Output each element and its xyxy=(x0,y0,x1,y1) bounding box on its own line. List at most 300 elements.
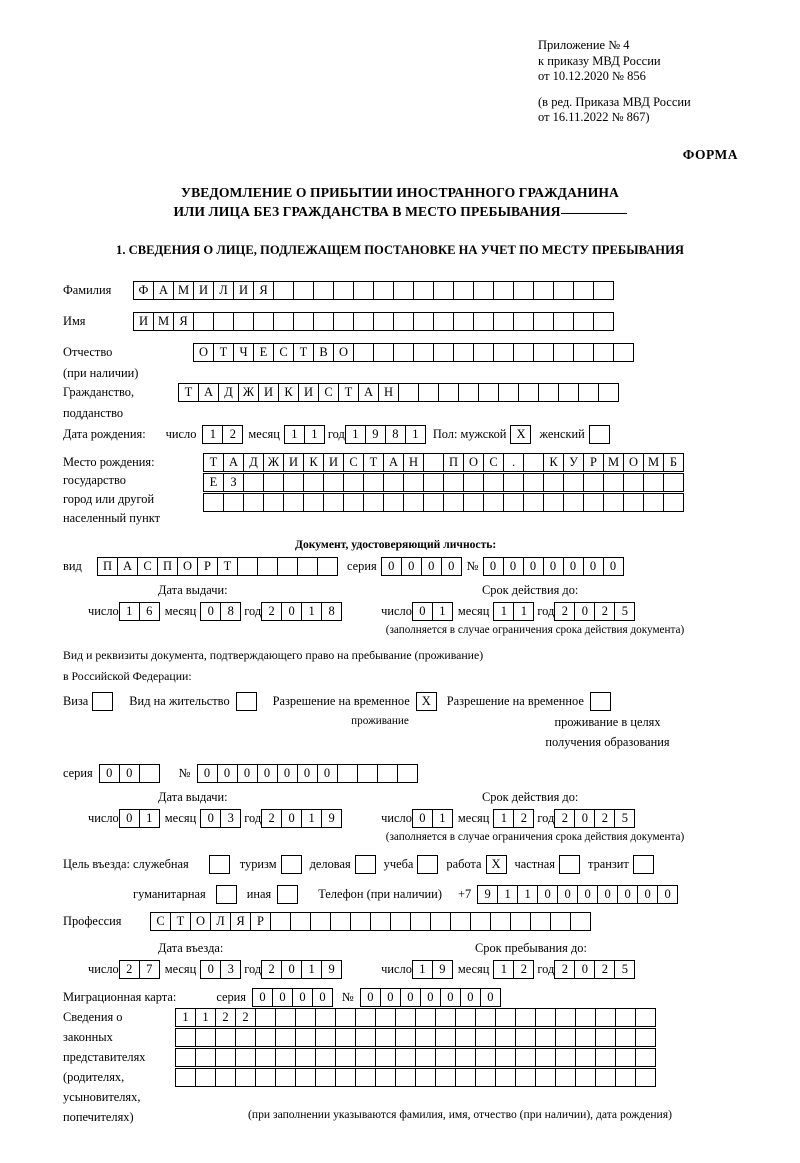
profession-cell-9[interactable] xyxy=(310,912,331,931)
iddoc-series-cell-2[interactable]: 0 xyxy=(401,557,422,576)
legal-rep-r1-cell-5[interactable] xyxy=(255,1008,276,1027)
iddoc-type-cell-3[interactable]: С xyxy=(137,557,158,576)
name-cell-19[interactable] xyxy=(493,312,514,331)
iddoc-number-cell-1[interactable]: 0 xyxy=(483,557,504,576)
birthplace-r3-cell-17[interactable] xyxy=(523,493,544,512)
patronymic-cell-14[interactable] xyxy=(453,343,474,362)
stay-number-cell-2[interactable]: 0 xyxy=(217,764,238,783)
name-cell-20[interactable] xyxy=(513,312,534,331)
profession-cell-2[interactable]: Т xyxy=(170,912,191,931)
surname-cell-2[interactable]: А xyxy=(153,281,174,300)
issue-month-cell-1[interactable]: 0 xyxy=(200,602,221,621)
legal-rep-r3-cell-23[interactable] xyxy=(615,1048,636,1067)
birthplace-r2-cell-10[interactable] xyxy=(383,473,404,492)
legal-rep-r4-cell-9[interactable] xyxy=(335,1068,356,1087)
surname-cell-19[interactable] xyxy=(493,281,514,300)
legal-rep-r2-cell-3[interactable] xyxy=(215,1028,236,1047)
stay-valid-month-cell-1[interactable]: 1 xyxy=(493,809,514,828)
citizenship-cell-9[interactable]: Т xyxy=(338,383,359,402)
birthplace-row-2[interactable] xyxy=(203,473,683,492)
phone-cell-2[interactable]: 1 xyxy=(497,885,518,904)
legal-rep-r3-cell-11[interactable] xyxy=(375,1048,396,1067)
birthplace-r1-cell-12[interactable] xyxy=(423,453,444,472)
legal-rep-r4-cell-15[interactable] xyxy=(455,1068,476,1087)
surname-cell-16[interactable] xyxy=(433,281,454,300)
legal-rep-r4-cell-2[interactable] xyxy=(195,1068,216,1087)
surname-cell-22[interactable] xyxy=(553,281,574,300)
stay-until-year-input[interactable] xyxy=(554,960,634,979)
birthplace-r2-cell-9[interactable] xyxy=(363,473,384,492)
birthplace-r1-cell-21[interactable]: М xyxy=(603,453,624,472)
mig-series-cell-1[interactable]: 0 xyxy=(252,988,273,1007)
valid-day-cell-2[interactable]: 1 xyxy=(432,602,453,621)
legal-rep-r3-cell-9[interactable] xyxy=(335,1048,356,1067)
surname-cell-21[interactable] xyxy=(533,281,554,300)
mig-number-cell-4[interactable]: 0 xyxy=(420,988,441,1007)
legal-rep-r1-cell-1[interactable]: 1 xyxy=(175,1008,196,1027)
birth-year-cell-1[interactable]: 1 xyxy=(345,425,366,444)
iddoc-series-input[interactable] xyxy=(381,557,461,576)
birthplace-r2-cell-1[interactable]: Е xyxy=(203,473,224,492)
legal-rep-r1-cell-9[interactable] xyxy=(335,1008,356,1027)
stay-until-year-cell-2[interactable]: 0 xyxy=(574,960,595,979)
profession-cell-18[interactable] xyxy=(490,912,511,931)
stay-valid-day-cell-2[interactable]: 1 xyxy=(432,809,453,828)
iddoc-number-cell-4[interactable]: 0 xyxy=(543,557,564,576)
legal-rep-r3-cell-24[interactable] xyxy=(635,1048,656,1067)
profession-cell-7[interactable] xyxy=(270,912,291,931)
patronymic-cell-5[interactable]: С xyxy=(273,343,294,362)
legal-rep-r4-cell-24[interactable] xyxy=(635,1068,656,1087)
purpose-tourism-checkbox[interactable] xyxy=(281,855,302,874)
entry-year-input[interactable] xyxy=(261,960,341,979)
entry-year-cell-1[interactable]: 2 xyxy=(261,960,282,979)
phone-cell-7[interactable]: 0 xyxy=(597,885,618,904)
valid-month-cell-1[interactable]: 1 xyxy=(493,602,514,621)
valid-year-cell-3[interactable]: 2 xyxy=(594,602,615,621)
citizenship-cell-19[interactable] xyxy=(538,383,559,402)
legal-rep-r2-cell-23[interactable] xyxy=(615,1028,636,1047)
citizenship-cell-21[interactable] xyxy=(578,383,599,402)
iddoc-type-cell-10[interactable] xyxy=(277,557,298,576)
legal-rep-r2-cell-21[interactable] xyxy=(575,1028,596,1047)
stay-until-day-input[interactable] xyxy=(412,960,452,979)
name-cell-18[interactable] xyxy=(473,312,494,331)
valid-year-cell-2[interactable]: 0 xyxy=(574,602,595,621)
patronymic-cell-1[interactable]: О xyxy=(193,343,214,362)
birthplace-r1-cell-17[interactable] xyxy=(523,453,544,472)
profession-cell-11[interactable] xyxy=(350,912,371,931)
legal-rep-r2-cell-5[interactable] xyxy=(255,1028,276,1047)
legal-rep-r4-cell-1[interactable] xyxy=(175,1068,196,1087)
birthplace-r3-cell-20[interactable] xyxy=(583,493,604,512)
phone-cell-3[interactable]: 1 xyxy=(517,885,538,904)
name-input[interactable] xyxy=(133,312,613,331)
birthplace-r3-cell-18[interactable] xyxy=(543,493,564,512)
surname-cell-12[interactable] xyxy=(353,281,374,300)
purpose-work-checkbox[interactable]: X xyxy=(486,855,507,874)
residence-checkbox[interactable] xyxy=(236,692,257,711)
surname-cell-15[interactable] xyxy=(413,281,434,300)
legal-rep-r3-cell-12[interactable] xyxy=(395,1048,416,1067)
valid-month-input[interactable] xyxy=(493,602,533,621)
birthplace-r1-cell-23[interactable]: М xyxy=(643,453,664,472)
birthplace-r3-cell-4[interactable] xyxy=(263,493,284,512)
legal-rep-r1-cell-8[interactable] xyxy=(315,1008,336,1027)
stay-valid-year-cell-2[interactable]: 0 xyxy=(574,809,595,828)
legal-rep-r3-cell-6[interactable] xyxy=(275,1048,296,1067)
stay-until-month-input[interactable] xyxy=(493,960,533,979)
purpose-transit-checkbox[interactable] xyxy=(633,855,654,874)
legal-rep-r2-cell-11[interactable] xyxy=(375,1028,396,1047)
legal-rep-r3-cell-2[interactable] xyxy=(195,1048,216,1067)
profession-cell-12[interactable] xyxy=(370,912,391,931)
legal-rep-r2-cell-24[interactable] xyxy=(635,1028,656,1047)
profession-cell-21[interactable] xyxy=(550,912,571,931)
patronymic-cell-20[interactable] xyxy=(573,343,594,362)
mig-number-cell-1[interactable]: 0 xyxy=(360,988,381,1007)
birthplace-r1-cell-10[interactable]: А xyxy=(383,453,404,472)
stay-valid-day-cell-1[interactable]: 0 xyxy=(412,809,433,828)
legal-rep-r2-cell-7[interactable] xyxy=(295,1028,316,1047)
birth-day-cell-1[interactable]: 1 xyxy=(202,425,223,444)
legal-rep-r4-cell-13[interactable] xyxy=(415,1068,436,1087)
profession-cell-8[interactable] xyxy=(290,912,311,931)
stay-valid-month-cell-2[interactable]: 2 xyxy=(513,809,534,828)
mig-number-cell-6[interactable]: 0 xyxy=(460,988,481,1007)
legal-rep-r3-cell-13[interactable] xyxy=(415,1048,436,1067)
citizenship-cell-13[interactable] xyxy=(418,383,439,402)
surname-cell-9[interactable] xyxy=(293,281,314,300)
iddoc-number-cell-3[interactable]: 0 xyxy=(523,557,544,576)
birthplace-r2-cell-2[interactable]: З xyxy=(223,473,244,492)
stay-issue-day-input[interactable] xyxy=(119,809,159,828)
stay-issue-year-input[interactable] xyxy=(261,809,341,828)
patronymic-cell-16[interactable] xyxy=(493,343,514,362)
stay-until-day-cell-1[interactable]: 1 xyxy=(412,960,433,979)
birthplace-r2-cell-18[interactable] xyxy=(543,473,564,492)
legal-rep-r1-cell-24[interactable] xyxy=(635,1008,656,1027)
legal-rep-r1-cell-20[interactable] xyxy=(555,1008,576,1027)
citizenship-cell-15[interactable] xyxy=(458,383,479,402)
legal-rep-r4-cell-6[interactable] xyxy=(275,1068,296,1087)
iddoc-series-cell-3[interactable]: 0 xyxy=(421,557,442,576)
citizenship-cell-6[interactable]: К xyxy=(278,383,299,402)
stay-issue-year-cell-3[interactable]: 1 xyxy=(301,809,322,828)
phone-cell-1[interactable]: 9 xyxy=(477,885,498,904)
issue-month-cell-2[interactable]: 8 xyxy=(220,602,241,621)
birthplace-r3-cell-15[interactable] xyxy=(483,493,504,512)
legal-rep-r3-cell-15[interactable] xyxy=(455,1048,476,1067)
birthplace-r3-cell-22[interactable] xyxy=(623,493,644,512)
sex-female-checkbox[interactable] xyxy=(589,425,610,444)
name-cell-13[interactable] xyxy=(373,312,394,331)
birthplace-r1-cell-8[interactable]: С xyxy=(343,453,364,472)
legal-rep-r4-cell-20[interactable] xyxy=(555,1068,576,1087)
name-cell-17[interactable] xyxy=(453,312,474,331)
birthplace-r1-cell-14[interactable]: О xyxy=(463,453,484,472)
iddoc-series-cell-4[interactable]: 0 xyxy=(441,557,462,576)
name-cell-1[interactable]: И xyxy=(133,312,154,331)
patronymic-cell-4[interactable]: Е xyxy=(253,343,274,362)
legal-rep-r2-cell-17[interactable] xyxy=(495,1028,516,1047)
birthplace-r3-cell-5[interactable] xyxy=(283,493,304,512)
name-cell-4[interactable] xyxy=(193,312,214,331)
legal-rep-r3-cell-10[interactable] xyxy=(355,1048,376,1067)
surname-cell-4[interactable]: И xyxy=(193,281,214,300)
legal-rep-r2-cell-9[interactable] xyxy=(335,1028,356,1047)
valid-day-cell-1[interactable]: 0 xyxy=(412,602,433,621)
iddoc-series-cell-1[interactable]: 0 xyxy=(381,557,402,576)
iddoc-number-cell-7[interactable]: 0 xyxy=(603,557,624,576)
birthplace-r2-cell-13[interactable] xyxy=(443,473,464,492)
name-cell-7[interactable] xyxy=(253,312,274,331)
profession-cell-6[interactable]: Р xyxy=(250,912,271,931)
birthplace-r1-cell-3[interactable]: Д xyxy=(243,453,264,472)
legal-rep-r2-cell-8[interactable] xyxy=(315,1028,336,1047)
legal-rep-r3-cell-20[interactable] xyxy=(555,1048,576,1067)
stay-until-year-cell-3[interactable]: 2 xyxy=(594,960,615,979)
citizenship-cell-5[interactable]: И xyxy=(258,383,279,402)
birthplace-r3-cell-10[interactable] xyxy=(383,493,404,512)
legal-rep-r2-cell-6[interactable] xyxy=(275,1028,296,1047)
iddoc-type-cell-8[interactable] xyxy=(237,557,258,576)
entry-day-input[interactable] xyxy=(119,960,159,979)
name-cell-24[interactable] xyxy=(593,312,614,331)
name-cell-8[interactable] xyxy=(273,312,294,331)
birthplace-r3-cell-16[interactable] xyxy=(503,493,524,512)
birthplace-row-1[interactable] xyxy=(203,453,683,472)
iddoc-type-cell-5[interactable]: О xyxy=(177,557,198,576)
iddoc-number-cell-5[interactable]: 0 xyxy=(563,557,584,576)
legal-rep-r2-cell-13[interactable] xyxy=(415,1028,436,1047)
legal-rep-r4-cell-4[interactable] xyxy=(235,1068,256,1087)
birthplace-r2-cell-14[interactable] xyxy=(463,473,484,492)
purpose-humanitarian-checkbox[interactable] xyxy=(216,885,237,904)
stay-series-cell-1[interactable]: 0 xyxy=(99,764,120,783)
purpose-study-checkbox[interactable] xyxy=(417,855,438,874)
birthplace-r1-cell-9[interactable]: Т xyxy=(363,453,384,472)
legal-rep-r1-cell-12[interactable] xyxy=(395,1008,416,1027)
valid-day-input[interactable] xyxy=(412,602,452,621)
profession-cell-1[interactable]: С xyxy=(150,912,171,931)
patronymic-cell-2[interactable]: Т xyxy=(213,343,234,362)
phone-cell-8[interactable]: 0 xyxy=(617,885,638,904)
legal-rep-r3-cell-8[interactable] xyxy=(315,1048,336,1067)
citizenship-cell-4[interactable]: Ж xyxy=(238,383,259,402)
legal-rep-r4-cell-14[interactable] xyxy=(435,1068,456,1087)
legal-rep-r1-cell-2[interactable]: 1 xyxy=(195,1008,216,1027)
legal-rep-r1-cell-15[interactable] xyxy=(455,1008,476,1027)
birth-day-cell-2[interactable]: 2 xyxy=(222,425,243,444)
legal-rep-r2-cell-18[interactable] xyxy=(515,1028,536,1047)
birth-month-input[interactable] xyxy=(284,425,324,444)
iddoc-type-cell-9[interactable] xyxy=(257,557,278,576)
birthplace-r1-cell-11[interactable]: Н xyxy=(403,453,424,472)
stay-number-cell-1[interactable]: 0 xyxy=(197,764,218,783)
issue-year-cell-2[interactable]: 0 xyxy=(281,602,302,621)
patronymic-cell-18[interactable] xyxy=(533,343,554,362)
birthplace-r2-cell-22[interactable] xyxy=(623,473,644,492)
birthplace-r2-cell-16[interactable] xyxy=(503,473,524,492)
entry-year-cell-3[interactable]: 1 xyxy=(301,960,322,979)
citizenship-cell-7[interactable]: И xyxy=(298,383,319,402)
legal-rep-r4-cell-23[interactable] xyxy=(615,1068,636,1087)
name-cell-3[interactable]: Я xyxy=(173,312,194,331)
birthplace-r1-cell-13[interactable]: П xyxy=(443,453,464,472)
birthplace-r3-cell-8[interactable] xyxy=(343,493,364,512)
surname-cell-13[interactable] xyxy=(373,281,394,300)
patronymic-cell-6[interactable]: Т xyxy=(293,343,314,362)
birthplace-r1-cell-6[interactable]: К xyxy=(303,453,324,472)
birth-year-input[interactable] xyxy=(345,425,425,444)
stay-number-cell-7[interactable]: 0 xyxy=(317,764,338,783)
surname-cell-6[interactable]: И xyxy=(233,281,254,300)
stay-number-cell-6[interactable]: 0 xyxy=(297,764,318,783)
name-cell-14[interactable] xyxy=(393,312,414,331)
profession-cell-10[interactable] xyxy=(330,912,351,931)
edu-residence-checkbox[interactable] xyxy=(590,692,611,711)
patronymic-cell-8[interactable]: О xyxy=(333,343,354,362)
stay-number-cell-11[interactable] xyxy=(397,764,418,783)
birth-year-cell-4[interactable]: 1 xyxy=(405,425,426,444)
legal-rep-r3-cell-14[interactable] xyxy=(435,1048,456,1067)
legal-rep-r3-cell-3[interactable] xyxy=(215,1048,236,1067)
birthplace-r1-cell-18[interactable]: К xyxy=(543,453,564,472)
name-cell-22[interactable] xyxy=(553,312,574,331)
birthplace-r3-cell-19[interactable] xyxy=(563,493,584,512)
valid-year-cell-1[interactable]: 2 xyxy=(554,602,575,621)
birth-day-input[interactable] xyxy=(202,425,242,444)
birthplace-r1-cell-2[interactable]: А xyxy=(223,453,244,472)
patronymic-cell-21[interactable] xyxy=(593,343,614,362)
legal-rep-r1-cell-6[interactable] xyxy=(275,1008,296,1027)
name-cell-10[interactable] xyxy=(313,312,334,331)
birthplace-r2-cell-3[interactable] xyxy=(243,473,264,492)
legal-rep-r3-cell-22[interactable] xyxy=(595,1048,616,1067)
birthplace-r3-cell-24[interactable] xyxy=(663,493,684,512)
surname-cell-14[interactable] xyxy=(393,281,414,300)
legal-rep-r3-cell-21[interactable] xyxy=(575,1048,596,1067)
birthplace-r1-cell-4[interactable]: Ж xyxy=(263,453,284,472)
stay-issue-month-cell-2[interactable]: 3 xyxy=(220,809,241,828)
surname-cell-18[interactable] xyxy=(473,281,494,300)
stay-number-cell-10[interactable] xyxy=(377,764,398,783)
birthplace-r2-cell-11[interactable] xyxy=(403,473,424,492)
iddoc-type-cell-6[interactable]: Р xyxy=(197,557,218,576)
visa-checkbox[interactable] xyxy=(92,692,113,711)
legal-rep-r2-cell-16[interactable] xyxy=(475,1028,496,1047)
mig-number-cell-7[interactable]: 0 xyxy=(480,988,501,1007)
mig-number-cell-2[interactable]: 0 xyxy=(380,988,401,1007)
phone-cell-6[interactable]: 0 xyxy=(577,885,598,904)
patronymic-cell-9[interactable] xyxy=(353,343,374,362)
citizenship-cell-17[interactable] xyxy=(498,383,519,402)
birthplace-r1-cell-16[interactable]: . xyxy=(503,453,524,472)
patronymic-cell-11[interactable] xyxy=(393,343,414,362)
purpose-other-checkbox[interactable] xyxy=(277,885,298,904)
legal-rep-r3-cell-19[interactable] xyxy=(535,1048,556,1067)
legal-rep-r1-cell-4[interactable]: 2 xyxy=(235,1008,256,1027)
iddoc-number-cell-6[interactable]: 0 xyxy=(583,557,604,576)
birthplace-row-3[interactable] xyxy=(203,493,683,512)
legal-rep-r2-cell-4[interactable] xyxy=(235,1028,256,1047)
patronymic-cell-3[interactable]: Ч xyxy=(233,343,254,362)
stay-issue-month-input[interactable] xyxy=(200,809,240,828)
purpose-business-checkbox[interactable] xyxy=(355,855,376,874)
birthplace-r3-cell-6[interactable] xyxy=(303,493,324,512)
legal-rep-r3-cell-1[interactable] xyxy=(175,1048,196,1067)
birthplace-r2-cell-6[interactable] xyxy=(303,473,324,492)
name-cell-2[interactable]: М xyxy=(153,312,174,331)
surname-cell-8[interactable] xyxy=(273,281,294,300)
birthplace-r1-cell-15[interactable]: С xyxy=(483,453,504,472)
stay-issue-year-cell-4[interactable]: 9 xyxy=(321,809,342,828)
stay-number-cell-4[interactable]: 0 xyxy=(257,764,278,783)
legal-rep-r4-cell-16[interactable] xyxy=(475,1068,496,1087)
birthplace-r1-cell-24[interactable]: Б xyxy=(663,453,684,472)
mig-series-cell-3[interactable]: 0 xyxy=(292,988,313,1007)
profession-cell-4[interactable]: Л xyxy=(210,912,231,931)
legal-rep-r4-cell-17[interactable] xyxy=(495,1068,516,1087)
legal-rep-r4-cell-22[interactable] xyxy=(595,1068,616,1087)
legal-rep-r2-cell-20[interactable] xyxy=(555,1028,576,1047)
legal-rep-r4-cell-8[interactable] xyxy=(315,1068,336,1087)
patronymic-cell-15[interactable] xyxy=(473,343,494,362)
surname-cell-24[interactable] xyxy=(593,281,614,300)
citizenship-cell-22[interactable] xyxy=(598,383,619,402)
legal-rep-r1-cell-16[interactable] xyxy=(475,1008,496,1027)
patronymic-cell-7[interactable]: В xyxy=(313,343,334,362)
birthplace-r1-cell-19[interactable]: У xyxy=(563,453,584,472)
legal-rep-r2-cell-15[interactable] xyxy=(455,1028,476,1047)
legal-rep-row-2[interactable] xyxy=(175,1028,655,1047)
sex-male-checkbox[interactable]: X xyxy=(510,425,531,444)
birthplace-input[interactable] xyxy=(203,453,683,513)
citizenship-cell-10[interactable]: А xyxy=(358,383,379,402)
iddoc-type-cell-11[interactable] xyxy=(297,557,318,576)
birthplace-r3-cell-2[interactable] xyxy=(223,493,244,512)
legal-rep-r1-cell-23[interactable] xyxy=(615,1008,636,1027)
surname-cell-5[interactable]: Л xyxy=(213,281,234,300)
birthplace-r3-cell-23[interactable] xyxy=(643,493,664,512)
surname-cell-7[interactable]: Я xyxy=(253,281,274,300)
birthplace-r3-cell-21[interactable] xyxy=(603,493,624,512)
name-cell-12[interactable] xyxy=(353,312,374,331)
phone-cell-5[interactable]: 0 xyxy=(557,885,578,904)
stay-number-cell-5[interactable]: 0 xyxy=(277,764,298,783)
patronymic-cell-10[interactable] xyxy=(373,343,394,362)
birthplace-r3-cell-14[interactable] xyxy=(463,493,484,512)
profession-cell-13[interactable] xyxy=(390,912,411,931)
birthplace-r1-cell-1[interactable]: Т xyxy=(203,453,224,472)
valid-year-cell-4[interactable]: 5 xyxy=(614,602,635,621)
legal-rep-r2-cell-19[interactable] xyxy=(535,1028,556,1047)
purpose-service-checkbox[interactable] xyxy=(209,855,230,874)
stay-number-cell-9[interactable] xyxy=(357,764,378,783)
stay-issue-day-cell-1[interactable]: 0 xyxy=(119,809,140,828)
stay-valid-year-cell-4[interactable]: 5 xyxy=(614,809,635,828)
mig-series-cell-4[interactable]: 0 xyxy=(312,988,333,1007)
name-cell-16[interactable] xyxy=(433,312,454,331)
legal-rep-row-4[interactable] xyxy=(175,1068,655,1087)
stay-number-cell-8[interactable] xyxy=(337,764,358,783)
entry-month-cell-2[interactable]: 3 xyxy=(220,960,241,979)
entry-month-input[interactable] xyxy=(200,960,240,979)
stay-valid-year-cell-1[interactable]: 2 xyxy=(554,809,575,828)
iddoc-number-cell-2[interactable]: 0 xyxy=(503,557,524,576)
temp-residence-checkbox[interactable]: X xyxy=(416,692,437,711)
